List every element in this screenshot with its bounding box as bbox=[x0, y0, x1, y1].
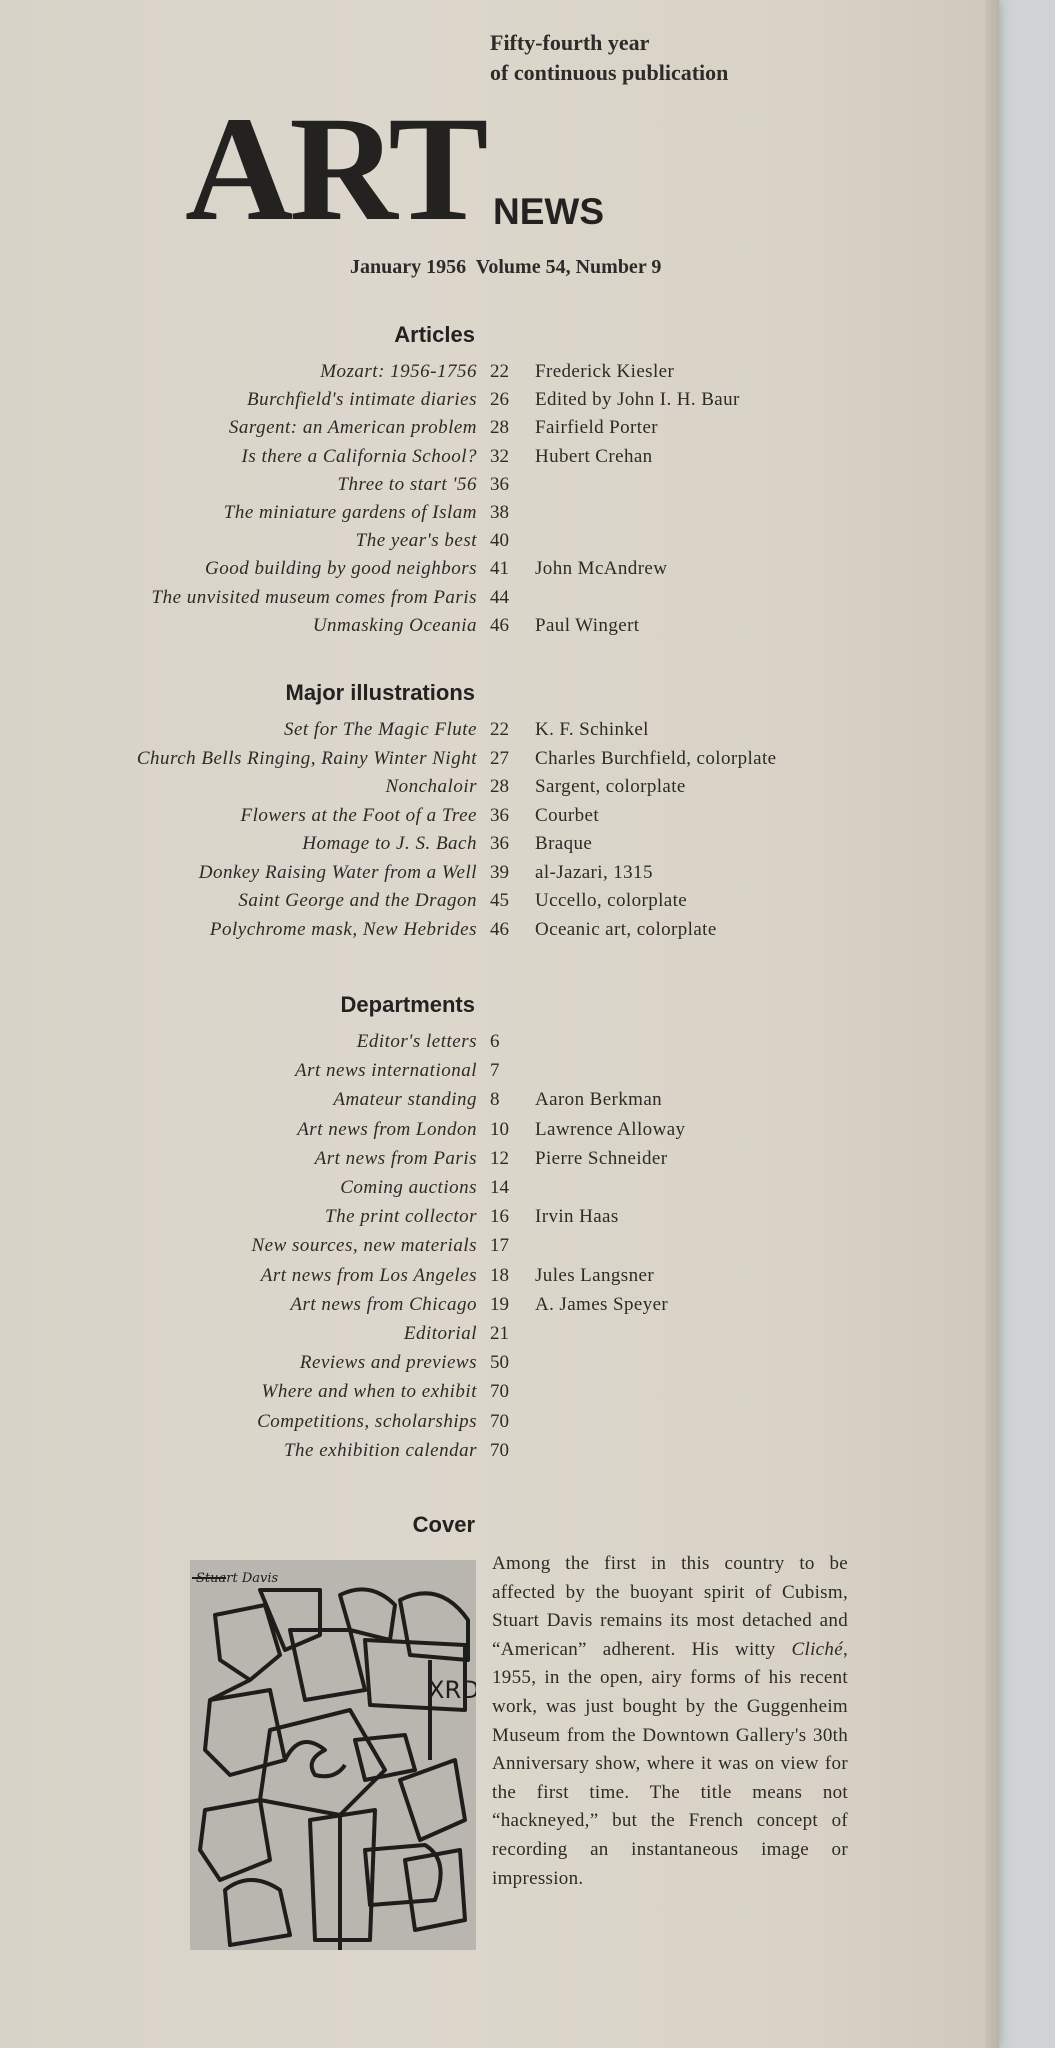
toc-row bbox=[0, 530, 995, 558]
illustrations-heading: Major illustrations bbox=[285, 680, 475, 705]
painting-signature: Stuart Davis bbox=[196, 1571, 279, 1586]
toc-entry-title: Reviews and previews bbox=[299, 1352, 477, 1374]
toc-row bbox=[0, 1294, 995, 1322]
toc-entry-title: Coming auctions bbox=[340, 1177, 477, 1198]
toc-row bbox=[0, 361, 995, 389]
toc-entry-title: Church Bells Ringing, Rainy Winter Night bbox=[136, 747, 477, 769]
toc-row bbox=[0, 474, 995, 502]
toc-entry-author: Pierre Schneider bbox=[535, 1147, 668, 1169]
toc-entry-author: Irvin Haas bbox=[535, 1206, 619, 1228]
cover-description bbox=[492, 1550, 848, 1893]
toc-entry-title: Mozart: 1956-1756 bbox=[320, 361, 477, 382]
toc-entry-page: 32 bbox=[490, 445, 509, 467]
toc-entry-title: Sargent: an American problem bbox=[228, 417, 477, 439]
toc-entry-author: al-Jazari, 1315 bbox=[535, 861, 653, 883]
toc-row bbox=[0, 1411, 995, 1439]
toc-entry-page: 46 bbox=[490, 918, 509, 940]
toc-entry-author: Fairfield Porter bbox=[535, 417, 659, 439]
toc-entry-author: Aaron Berkman bbox=[535, 1089, 663, 1111]
toc-entry-title: Art news from Paris bbox=[314, 1147, 477, 1169]
toc-row bbox=[0, 862, 995, 890]
toc-row bbox=[0, 1089, 995, 1117]
toc-entry-author: Paul Wingert bbox=[535, 614, 640, 636]
toc-entry-page: 27 bbox=[490, 747, 509, 769]
toc-entry-title: Editor's letters bbox=[356, 1031, 477, 1052]
toc-entry-page: 6 bbox=[490, 1031, 500, 1052]
toc-entry-title: Burchfield's intimate diaries bbox=[246, 389, 477, 411]
toc-entry-page: 28 bbox=[490, 776, 509, 797]
toc-entry-title: Art news from Chicago bbox=[290, 1293, 477, 1315]
toc-entry-title: Art news from Los Angeles bbox=[260, 1264, 477, 1286]
toc-entry-title: The exhibition calendar bbox=[283, 1439, 477, 1461]
toc-row bbox=[0, 502, 995, 530]
page-edge bbox=[985, 0, 999, 2048]
toc-row bbox=[0, 1031, 995, 1059]
toc-row bbox=[0, 1119, 995, 1147]
toc-entry-page: 10 bbox=[490, 1118, 509, 1140]
toc-entry-title: Three to start '56 bbox=[337, 473, 477, 495]
toc-entry-page: 38 bbox=[490, 502, 509, 523]
toc-entry-title: The miniature gardens of Islam bbox=[223, 502, 477, 523]
toc-entry-page: 22 bbox=[490, 719, 509, 740]
toc-row bbox=[0, 1381, 995, 1409]
toc-entry-title: Amateur standing bbox=[333, 1089, 477, 1111]
toc-entry-page: 36 bbox=[490, 833, 509, 854]
toc-entry-title: Is there a California School? bbox=[241, 445, 477, 467]
toc-entry-page: 36 bbox=[490, 804, 509, 826]
toc-entry-page: 70 bbox=[490, 1439, 509, 1461]
toc-entry-author: Charles Burchfield, colorplate bbox=[535, 747, 777, 769]
toc-entry-author: Braque bbox=[535, 833, 593, 854]
toc-entry-page: 46 bbox=[490, 614, 509, 636]
toc-row bbox=[0, 1265, 995, 1293]
toc-entry-page: 16 bbox=[490, 1206, 509, 1228]
toc-entry-author: A. James Speyer bbox=[535, 1293, 669, 1315]
toc-entry-page: 36 bbox=[490, 473, 509, 495]
toc-entry-page: 26 bbox=[490, 389, 509, 411]
toc-entry-page: 22 bbox=[490, 361, 509, 382]
toc-row bbox=[0, 1235, 995, 1263]
toc-row bbox=[0, 833, 995, 861]
toc-row bbox=[0, 748, 995, 776]
toc-row bbox=[0, 1323, 995, 1351]
toc-entry-author: Frederick Kiesler bbox=[535, 361, 675, 382]
toc-row bbox=[0, 805, 995, 833]
painting-xrd-text: XRD bbox=[428, 1676, 476, 1704]
toc-entry-author: Uccello, colorplate bbox=[535, 890, 688, 911]
toc-row bbox=[0, 1177, 995, 1205]
toc-entry-title: The year's best bbox=[355, 530, 477, 552]
toc-row bbox=[0, 1060, 995, 1088]
toc-entry-author: Edited by John I. H. Baur bbox=[535, 389, 740, 411]
toc-entry-page: 70 bbox=[490, 1410, 509, 1432]
toc-entry-page: 39 bbox=[490, 861, 509, 883]
toc-entry-author: Jules Langsner bbox=[535, 1264, 655, 1286]
toc-entry-title: Saint George and the Dragon bbox=[238, 890, 477, 911]
toc-row bbox=[0, 1440, 995, 1468]
toc-row bbox=[0, 558, 995, 586]
articles-heading: Articles bbox=[394, 322, 475, 347]
toc-row bbox=[0, 446, 995, 474]
toc-entry-title: New sources, new materials bbox=[251, 1235, 477, 1257]
cover-text-title: Cliché bbox=[791, 1638, 843, 1660]
toc-entry-page: 8 bbox=[490, 1089, 500, 1111]
issue-info: January 1956 Volume 54, Number 9 bbox=[350, 256, 662, 278]
cover-heading: Cover bbox=[412, 1512, 475, 1537]
toc-entry-title: Unmasking Oceania bbox=[312, 614, 477, 636]
toc-entry-title: Good building by good neighbors bbox=[205, 558, 477, 580]
toc-row bbox=[0, 719, 995, 747]
toc-entry-page: 41 bbox=[490, 558, 509, 580]
toc-entry-title: Where and when to exhibit bbox=[261, 1381, 477, 1403]
toc-entry-title: Polychrome mask, New Hebrides bbox=[209, 918, 477, 940]
cover-text-after: , 1955, in the open, airy forms of his recent work, was just bought by the Guggenheim Museum from the Downtown Gallery's 30th Anniversary show, where it was on view for the first time. The title means not “hackneyed,” but the French concept of recording an instantaneous image or impression. bbox=[492, 1638, 848, 1889]
toc-entry-page: 70 bbox=[490, 1381, 509, 1403]
logo-news: NEWS bbox=[493, 191, 604, 232]
toc-entry-title: Editorial bbox=[403, 1323, 477, 1344]
cover-artwork-image bbox=[190, 1560, 476, 1950]
toc-entry-author: Sargent, colorplate bbox=[535, 776, 686, 797]
toc-row bbox=[0, 615, 995, 643]
toc-row bbox=[0, 890, 995, 918]
toc-entry-page: 50 bbox=[490, 1352, 509, 1374]
toc-entry-author: K. F. Schinkel bbox=[535, 719, 649, 740]
toc-entry-page: 17 bbox=[490, 1235, 509, 1257]
toc-row bbox=[0, 1352, 995, 1380]
toc-entry-author: Courbet bbox=[535, 804, 600, 826]
toc-entry-title: Donkey Raising Water from a Well bbox=[198, 861, 477, 883]
toc-entry-title: Homage to J. S. Bach bbox=[302, 833, 477, 854]
toc-entry-page: 14 bbox=[490, 1177, 509, 1198]
toc-entry-page: 21 bbox=[490, 1323, 509, 1344]
departments-heading: Departments bbox=[340, 992, 475, 1017]
cubist-painting-thumbnail bbox=[190, 1560, 476, 1950]
toc-entry-title: Flowers at the Foot of a Tree bbox=[240, 804, 477, 826]
toc-entry-author: John McAndrew bbox=[535, 558, 668, 580]
toc-entry-title: The print collector bbox=[325, 1206, 477, 1228]
tagline-line2: of continuous publication bbox=[490, 60, 729, 85]
toc-row bbox=[0, 776, 995, 804]
toc-row bbox=[0, 1206, 995, 1234]
toc-entry-page: 19 bbox=[490, 1293, 509, 1315]
toc-row bbox=[0, 587, 995, 615]
toc-entry-page: 7 bbox=[490, 1060, 500, 1082]
toc-row bbox=[0, 417, 995, 445]
toc-entry-title: Nonchaloir bbox=[385, 776, 477, 797]
toc-row bbox=[0, 919, 995, 947]
toc-entry-author: Oceanic art, colorplate bbox=[535, 918, 717, 940]
toc-entry-page: 12 bbox=[490, 1147, 509, 1169]
toc-entry-title: Art news from London bbox=[297, 1118, 477, 1140]
masthead-tagline bbox=[490, 28, 820, 88]
toc-entry-title: Art news international bbox=[295, 1060, 477, 1082]
toc-entry-page: 40 bbox=[490, 530, 509, 552]
toc-row bbox=[0, 389, 995, 417]
logo-art: ART bbox=[185, 86, 485, 252]
toc-entry-page: 18 bbox=[490, 1264, 509, 1286]
toc-entry-page: 44 bbox=[490, 586, 509, 608]
toc-entry-title: The unvisited museum comes from Paris bbox=[151, 586, 477, 608]
toc-entry-title: Competitions, scholarships bbox=[257, 1410, 477, 1432]
toc-entry-author: Hubert Crehan bbox=[535, 445, 653, 467]
tagline-line1: Fifty-fourth year bbox=[490, 30, 650, 55]
cover-text-before: Among the first in this country to be affected by the buoyant spirit of Cubism, Stuart Davis remains its most detached and “American” adherent. His witty bbox=[492, 1553, 848, 1660]
toc-row bbox=[0, 1148, 995, 1176]
toc-entry-page: 45 bbox=[490, 890, 509, 911]
toc-entry-page: 28 bbox=[490, 417, 509, 439]
toc-entry-title: Set for The Magic Flute bbox=[283, 719, 477, 740]
toc-entry-author: Lawrence Alloway bbox=[535, 1118, 686, 1140]
